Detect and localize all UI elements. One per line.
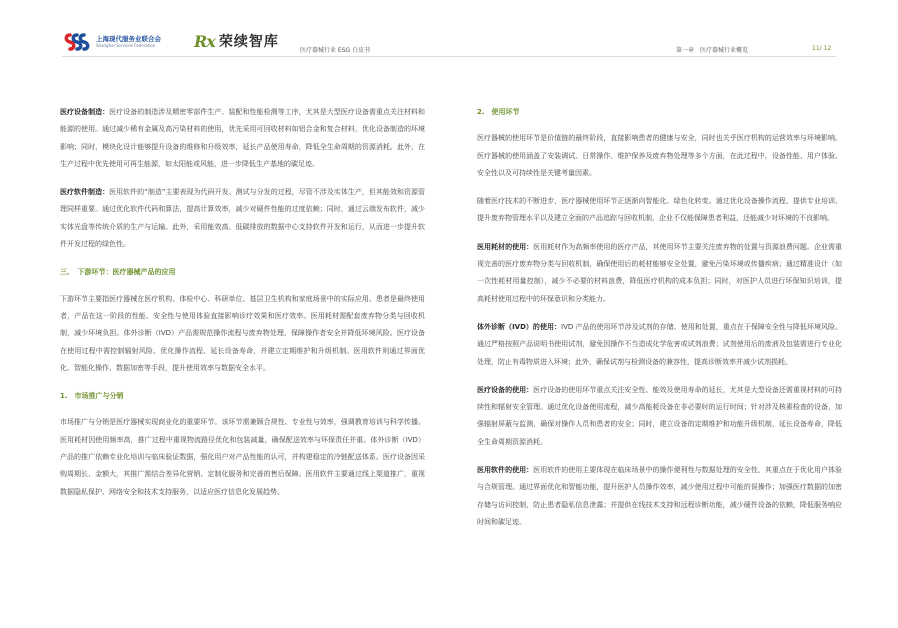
paragraph-text: IVD 产品的使用环节涉及试剂的存储、使用和处置，重点在于保障安全性与降低环境风险。通过严格按照产品说明书使用试剂，避免因操作不当造成化学危害或试剂浪费；试剂使用后的废液及包装需进行专业化处理，防止有毒物质进入环境；此外，确保试剂与检测设备的兼容性，提高诊断效率并减少试剂损耗。	[477, 322, 843, 366]
paragraph-lead: 医用软件的使用：	[477, 466, 534, 475]
paragraph-usage-intro: 医疗器械的使用环节是价值链的最终阶段，直接影响患者的健康与安全，同时也关乎医疗机构的运营效率与环境影响。医疗器械的使用涵盖了安装调试、日常操作、维护保养及废弃物处理等多个方面，在此过程中，设备性能、用户体验、安全性以及可持续性是关键考量因素。	[477, 134, 842, 177]
paragraph-device-usage	[477, 382, 842, 451]
paragraph-lead: 医疗设备制造：	[60, 108, 110, 116]
ssf-logo	[64, 30, 214, 54]
rongxu-logo	[194, 30, 279, 52]
section-heading-downstream: 三、 下游环节：医疗器械产品的应用	[60, 268, 176, 277]
paragraph-lead: 医用耗材的使用：	[477, 242, 534, 251]
paragraph-usage-trend: 随着医疗技术的不断进步，医疗器械使用环节正逐渐向智能化、绿色化转变。通过优化设备操作流程、提供专业培训、提升废弃物管理水平以及建立全面的产品追踪与回收机制，企业不仅能保障患者利益，还能减少对环境的不良影响。	[477, 197, 842, 223]
brand-name: 荣续智库	[218, 34, 279, 50]
document-title: 医疗器械行业 ESG 白皮书	[300, 47, 371, 54]
paragraph-software-usage	[477, 462, 842, 531]
paragraph-lead: 医疗软件制造：	[60, 188, 110, 197]
paragraph-lead: 体外诊断（IVD）的使用：	[477, 322, 561, 331]
paragraph-downstream: 下游环节主要指医疗器械在医疗机构、体检中心、科研单位、基层卫生机构和家庭场景中的实际应用。患者是最终使用者，产品在这一阶段的性能、安全性与使用体验直接影响诊疗效果和医疗效率。医用耗材需配套废弃物分类与回收机制，减少环境负担。体外诊断（IVD）产品需规范操作流程与废弃物处理，保障操作者安全并降低环境风险。医疗设备在使用过程中需控制辐射风险、优化操作流程、延长设备寿命，并建立定期维护和升级机制。医用软件则通过界面优化、智能化操作、数据加密等手段，提升使用效率与数据安全水平。	[60, 294, 425, 372]
rx-logo-mark: Rx	[194, 31, 215, 51]
subsection-heading-usage: 2. 使用环节	[477, 108, 520, 116]
paragraph-ivd-usage	[477, 319, 842, 371]
paragraph-text: 医用耗材作为高频率使用的医疗产品，其使用环节主要关注废弃物的处置与资源浪费问题。企业需重视完善的医疗废弃物分类与回收机制，确保使用后的耗材能够安全处置，避免污染环境或传播疾病；通过精准设计（如一次性耗材用量控制），减少不必要的材料浪费，降低医疗机构的成本负担；同时，对医护人员进行环保知识培训，提高耗材使用过程中的环保意识和分类能力。	[477, 242, 843, 303]
paragraph-text: 医疗设备的制造涉及精密零部件生产、装配和性能检测等工序，尤其是大型医疗设备需重点关注材料和能源的使用。通过减少稀有金属及高污染材料的使用，优先采用可回收材料如铝合金和复合材料，优化设备制造的环境影响；同时，模块化设计能够提升设备的维修和升级效率，延长产品使用寿命，降低全生命周期的资源消耗。此外，在生产过程中优先使用可再生能源，如太阳能或风能，进一步降低生产基地的碳足迹。	[60, 108, 426, 168]
paragraph-text: 医用软件的使用主要体现在临床场景中的操作便利性与数据处理的安全性，其重点在于优化用户体验与合规管理。通过界面优化和智能功能，提升医护人员操作效率，减少使用过程中可能的误操作；加强医疗数据的加密存储与访问控制，防止患者隐私信息泄露；并提供在线技术支持和远程诊断功能，减少硬件设备的依赖，降低服务响应时间和碳足迹。	[477, 466, 843, 526]
chapter-title: 第一章 医疗器械行业概览	[676, 47, 749, 54]
paragraph-device-manufacturing	[60, 104, 425, 173]
left-column	[60, 104, 425, 512]
ssf-logo-icon	[64, 31, 90, 53]
org-name-en: Shanghai Services Federation	[96, 43, 156, 49]
paragraph-text: 医用软件的“制造”主要表现为代码开发、测试与分发的过程，尽管不涉及实体生产，但其能效和资源管理同样重要。通过优化软件代码和算法，提高计算效率，减少对硬件性能的过度依赖；同时，通过云端发布软件，减少实体光盘等传统介质的生产与运输。此外，采用能效高、低碳排放的数据中心支持软件开发和运行，从而进一步提升软件开发过程的绿色性。	[60, 188, 425, 249]
subsection-heading-marketing: 1. 市场推广与分销	[60, 392, 124, 401]
header-divider	[62, 56, 836, 57]
paragraph-text: 医疗设备的使用环节重点关注安全性、能效及使用寿命的延长，尤其是大型设备还需重视材料的可持续性和辐射安全管理。通过优化设备使用流程，减少高能耗设备在非必要时的运行时间；针对涉及核素检查的设备，加强辐射屏蔽与监测，确保对操作人员和患者的安全；同时，建立设备的定期维护和功能升级机制，延长设备寿命，降低全生命周期资源消耗。	[477, 385, 843, 446]
page-number: 11/ 12	[812, 45, 832, 52]
paragraph-consumables-usage	[477, 239, 842, 308]
page-header	[0, 0, 898, 68]
paragraph-software-manufacturing	[60, 184, 425, 253]
right-column	[477, 104, 842, 542]
org-name-cn: 上海现代服务业联合会	[96, 34, 161, 43]
paragraph-marketing: 市场推广与分销是医疗器械实现商业化的重要环节。该环节需兼顾合规性、专业性与效率，强调教育培训与科学传播。医用耗材因使用频率高，推广过程中重视物流路径优化和包装减量，确保配送效率与环保责任并重。体外诊断（IVD）产品的推广依赖专业化培训与临床验证数据，强化用户对产品性能的认可，并构建稳定的冷链配送体系。医疗设备因采购周期长、金额大，其推广需结合差异化营销、定制化服务和完善的售后保障。医用软件主要通过线上渠道推广，重视数据隐私保护、网络安全和技术支持服务，以适应医疗信息化发展趋势。	[60, 418, 425, 496]
paragraph-lead: 医疗设备的使用：	[477, 385, 534, 394]
